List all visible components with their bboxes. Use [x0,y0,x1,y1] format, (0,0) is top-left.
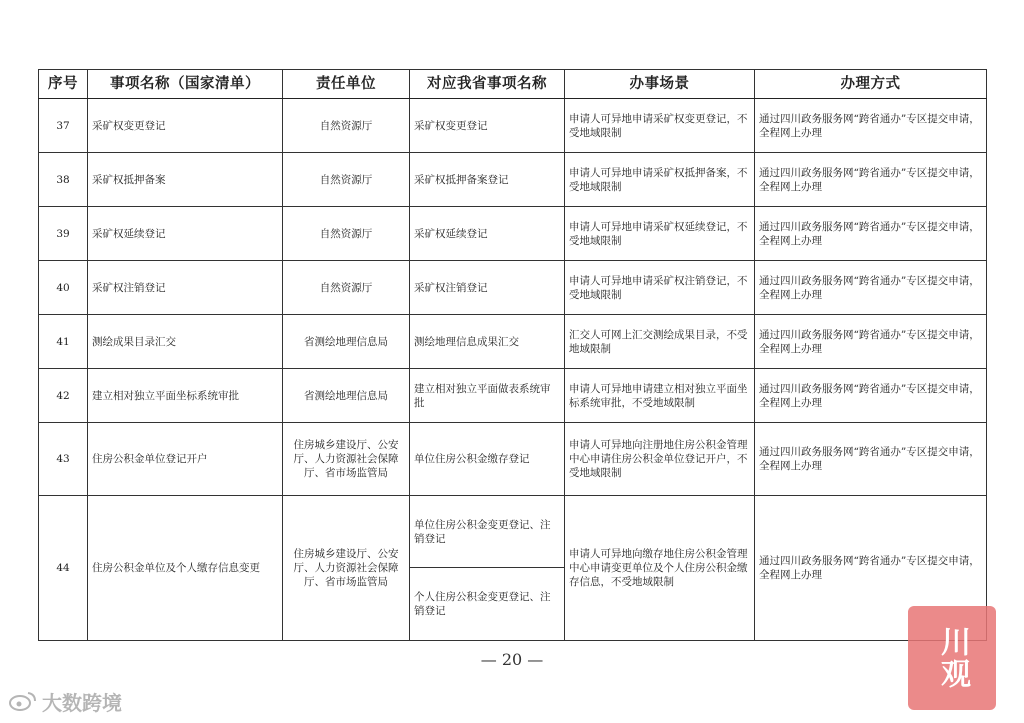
header-province-name: 对应我省事项名称 [410,70,565,99]
table-row [39,153,987,207]
watermark-right-text: 川观 [935,626,970,690]
row-scene: 申请人可异地申请采矿权抵押备案，不受地域限制 [565,153,755,207]
row-unit: 住房城乡建设厅、公安厅、人力资源社会保障厅、省市场监管局 [283,496,410,641]
row-name: 采矿权注销登记 [88,261,283,315]
row-no: 39 [39,207,88,261]
row-no: 43 [39,423,88,496]
row-method: 通过四川政务服务网“跨省通办”专区提交申请，全程网上办理 [755,207,987,261]
row-province-name: 采矿权注销登记 [410,261,565,315]
row-province-name: 单位住房公积金缴存登记 [410,423,565,496]
table-row [39,369,987,423]
row-no: 40 [39,261,88,315]
row-method: 通过四川政务服务网“跨省通办”专区提交申请，全程网上办理 [755,315,987,369]
table-header-row [39,70,987,99]
row-unit: 省测绘地理信息局 [283,369,410,423]
table-row [39,423,987,496]
row-name: 采矿权抵押备案 [88,153,283,207]
row-unit: 住房城乡建设厅、公安厅、人力资源社会保障厅、省市场监管局 [283,423,410,496]
row-unit: 自然资源厅 [283,207,410,261]
row-method: 通过四川政务服务网“跨省通办”专区提交申请，全程网上办理 [755,496,987,641]
header-scene: 办事场景 [565,70,755,99]
row-scene: 申请人可异地申请建立相对独立平面坐标系统审批，不受地域限制 [565,369,755,423]
row-name: 住房公积金单位登记开户 [88,423,283,496]
row-province-name-b: 个人住房公积金变更登记、注销登记 [410,568,565,641]
weibo-logo-icon [8,690,38,712]
watermark-left [8,688,122,714]
header-method: 办理方式 [755,70,987,99]
row-scene: 申请人可异地申请采矿权延续登记，不受地域限制 [565,207,755,261]
row-name: 采矿权变更登记 [88,99,283,153]
row-method: 通过四川政务服务网“跨省通办”专区提交申请，全程网上办理 [755,153,987,207]
watermark-left-text: 大数跨境 [42,690,122,715]
watermark-right-logo [908,606,996,710]
row-scene: 申请人可异地申请采矿权注销登记，不受地域限制 [565,261,755,315]
row-name: 建立相对独立平面坐标系统审批 [88,369,283,423]
row-name: 采矿权延续登记 [88,207,283,261]
row-province-name: 采矿权变更登记 [410,99,565,153]
row-unit: 省测绘地理信息局 [283,315,410,369]
header-name: 事项名称（国家清单） [88,70,283,99]
row-unit: 自然资源厅 [283,261,410,315]
row-unit: 自然资源厅 [283,153,410,207]
row-province-name: 建立相对独立平面做表系统审批 [410,369,565,423]
header-unit: 责任单位 [283,70,410,99]
row-scene: 汇交人可网上汇交测绘成果目录，不受地域限制 [565,315,755,369]
row-method: 通过四川政务服务网“跨省通办”专区提交申请，全程网上办理 [755,369,987,423]
page-number: — 20 — [480,650,544,669]
row-method: 通过四川政务服务网“跨省通办”专区提交申请，全程网上办理 [755,99,987,153]
row-method: 通过四川政务服务网“跨省通办”专区提交申请，全程网上办理 [755,261,987,315]
row-unit: 自然资源厅 [283,99,410,153]
matters-table [38,69,987,641]
row-province-name: 采矿权延续登记 [410,207,565,261]
header-no: 序号 [39,70,88,99]
row-name: 测绘成果目录汇交 [88,315,283,369]
table-row [39,496,987,568]
row-no: 41 [39,315,88,369]
table-row [39,261,987,315]
row-name: 住房公积金单位及个人缴存信息变更 [88,496,283,641]
row-no: 38 [39,153,88,207]
row-no: 37 [39,99,88,153]
row-scene: 申请人可异地向缴存地住房公积金管理中心申请变更单位及个人住房公积金缴存信息，不受地域限制 [565,496,755,641]
row-province-name: 采矿权抵押备案登记 [410,153,565,207]
row-scene: 申请人可异地向注册地住房公积金管理中心申请住房公积金单位登记开户，不受地域限制 [565,423,755,496]
table-row [39,315,987,369]
document-sheet [38,69,986,641]
row-scene: 申请人可异地申请采矿权变更登记，不受地域限制 [565,99,755,153]
table-row [39,99,987,153]
row-method: 通过四川政务服务网“跨省通办”专区提交申请，全程网上办理 [755,423,987,496]
row-province-name-a: 单位住房公积金变更登记、注销登记 [410,496,565,568]
row-no: 44 [39,496,88,641]
row-province-name: 测绘地理信息成果汇交 [410,315,565,369]
row-no: 42 [39,369,88,423]
table-row [39,207,987,261]
